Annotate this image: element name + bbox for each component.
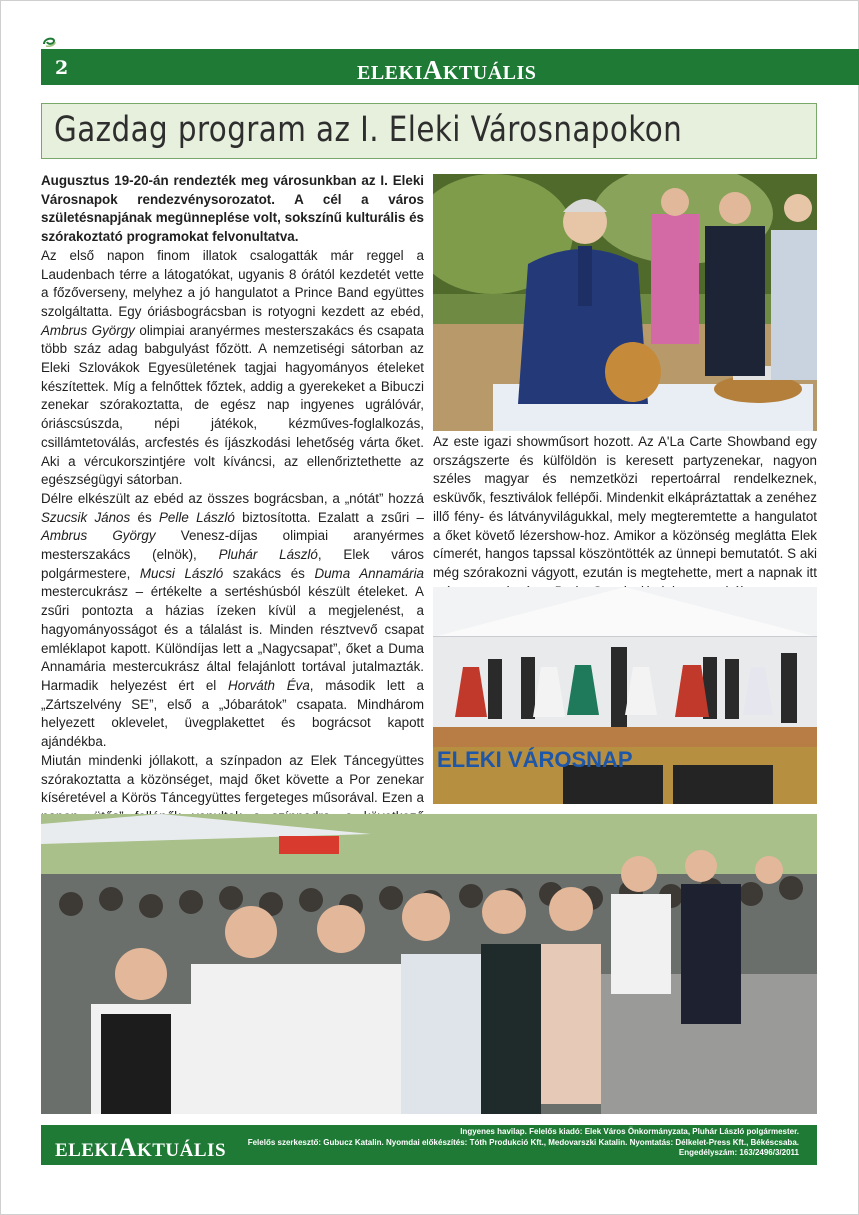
swirl-logo-icon	[42, 36, 56, 48]
imprint	[239, 1127, 799, 1159]
stage-banner-text: ELEKI VÁROSNAP	[437, 747, 633, 772]
publication-title-initial: A	[422, 55, 443, 85]
page-footer-bar	[41, 1125, 817, 1165]
paragraph-evening-show: Az este igazi showműsort hozott. Az A'La Carte Showband egy országszerte és külföldön is keresett partyzenekar, nagyon széles magyar és nemzetközi repertoárral rendelkeznek, esküvők, fesztiválok fellépői. Mindenkit elkápráztattak a zenéhez illő fény- és látványvilágukkal, mely megteremtette a hangulatot a őket követő lézershow-hoz. Amikor a közönség meglátta Elek címerét, hangos tapssal köszöntötték az ünnepi bemutatót. S aki még szórakozni vágyott, ezután is megtehette, mert a napnak itt	[433, 434, 817, 580]
publication-title-prefix: ELEKI	[357, 62, 423, 84]
photo-bread-ceremony	[433, 174, 817, 431]
paragraph-stage-program: Miután mindenki jóllakott, a színpadon az Elek Táncegyüttes szórakoztatta a közönséget, majd őket követte a Por zenekar kíséretével a Körös Táncegyüttes fergeteges műsorával. Ezen a	[41, 752, 424, 806]
footer-logo-suffix: KTUÁLIS	[136, 1140, 227, 1161]
paragraph-jury-results: Délre elkészült az ebéd az összes bográcsban, a „nótát” hozzá Szucsik János és Pelle László biztosította. Ezalatt a zsűri – Ambrus György Venesz-díjas olimpiai aranyérmes mesterszakács (elnök), Pluhár László, Elek város polgármestere, Mucsi László szakács és Duma Annamária mestercukrász – értékelte a sertéshúsból készült ételeket. A zsűri pontozta a házias ízeken kívül a megjelenést, a hagyományosságot és a tálalást is. Minden résztvevő csapat emléklapot kapott. Különdíjas lett a „Nagycsapat”, őket a Duma Annamária mestercukrász által felajánlott tortával jutalmazták. Harmadik helyezést ért el Horváth Éva, második lett a „Zártszelvény SE”, első a „Jóbarátok” csapata. Mindhárom helyezett oklevelet, üvegplakettet és bográcsot kapott ajándékba.	[41, 490, 425, 750]
photo-audience	[41, 814, 817, 1114]
imprint-line: Felelős szerkesztő: Gubucz Katalin. Nyomdai előkészítés: Tóth Produkció Kft., Medovarszki Katalin. Nyomtatás: Délkelet-Press Kft., Békéscsaba.	[247, 1137, 799, 1147]
publication-title	[357, 55, 536, 86]
article-title-box	[41, 103, 817, 159]
article-column-right	[433, 433, 817, 601]
page-header-bar	[41, 49, 859, 85]
paragraph-cooking-contest: Az első napon finom illatok csalogatták már reggel a Laudenbach térre a látogatókat, ugyanis 8 órától kezdetét vette a főzőverseny, melyhez a jó hangulatot a Prince Band együttes szolgáltatta. Egy óriásbográcsban is rotyogni kezdett az ebéd, Ambrus György olimpiai aranyérmes mesterszakács és csapata több száz adag babgulyást főzött. A nemzetiségi sátorban az Eleki Szlovákok Egyesületének tagjai hagyományos ételeket készítettek. Míg a felnőttek főztek, addig a gyerekeket a Bibuczi zenekar szórakoztatta, de egész nap ingyenes ugrálóvár, óriáscsúszda, népi játékok, kézműves-foglalkozás, csillámtetoválás, arcfestés és íjászkodási lehetőség várta őket. Aki a vércukorszintjére volt kíváncsi, az ellenőriztethette az egészségügyi sátorban.	[41, 247, 424, 488]
photo-dance-stage	[433, 587, 817, 804]
footer-logo-initial: A	[117, 1133, 137, 1162]
imprint-line: Ingyenes havilap. Felelős kiadó: Elek Város Önkormányzata, Pluhár László polgármester.	[460, 1127, 799, 1136]
page-number: 2	[55, 57, 69, 79]
footer-publication-logo	[55, 1133, 226, 1163]
footer-logo-prefix: ELEKI	[55, 1140, 118, 1161]
publication-title-suffix: KTUÁLIS	[442, 62, 537, 84]
article-title: Gazdag program az I. Eleki Városnapokon	[54, 110, 683, 150]
imprint-line: Engedélyszám: 163/2496/3/2011	[678, 1148, 799, 1157]
article-lead: Augusztus 19-20-án rendezték meg városunkban az I. Eleki Városnapok rendezvénysorozatot. A cél a város születésnapjának megünneplése volt, sokszínű kulturális és szórakoztató programokat felvonultatva.	[41, 173, 424, 245]
